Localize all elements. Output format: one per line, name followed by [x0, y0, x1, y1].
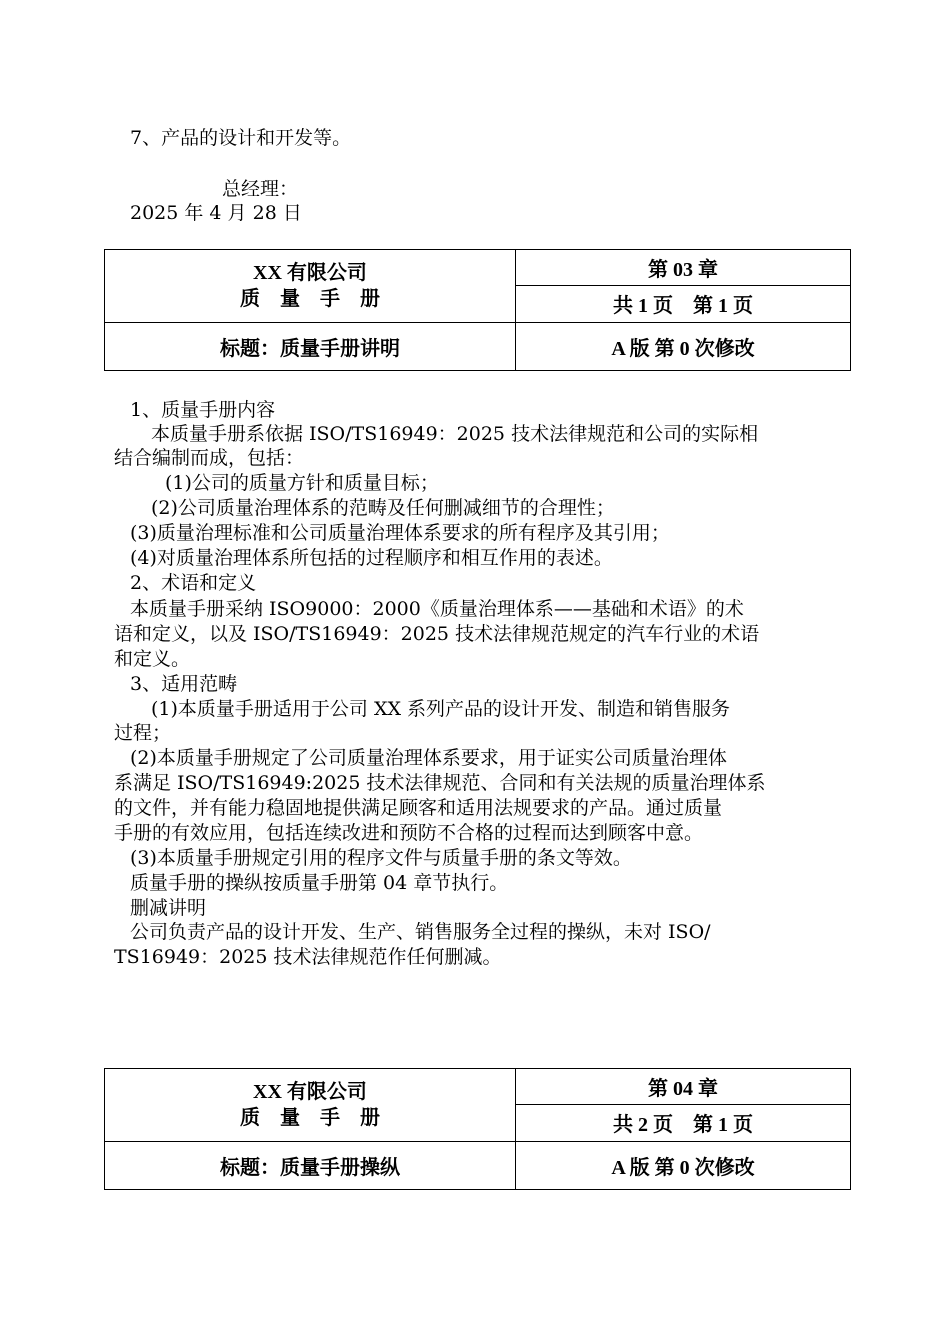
list-item-product-design: 7、产品的设计和开发等。 [130, 127, 352, 149]
section-heading: 1、质量手册内容 [130, 399, 276, 421]
list-item: (3)质量治理标准和公司质量治理体系要求的所有程序及其引用； [130, 522, 670, 544]
signature-date: 2025 年 4 月 28 日 [130, 202, 302, 224]
paragraph-line: 系满足 ISO/TS16949:2025 技术法律规范、合同和有关法规的质量治理体系 [114, 772, 766, 794]
chapter-number: 第 04 章 [516, 1069, 851, 1105]
section-heading: 3、适用范畴 [130, 673, 238, 695]
section-title: 标题：质量手册讲明 [105, 322, 516, 370]
company-cell [105, 1069, 516, 1142]
paragraph-line: 手册的有效应用，包括连续改进和预防不合格的过程而达到顾客中意。 [114, 822, 704, 844]
manual-name: 质 量 手 册 [240, 1106, 380, 1129]
page-count: 共 1 页 第 1 页 [516, 286, 851, 322]
page-count: 共 2 页 第 1 页 [516, 1105, 851, 1141]
list-item: (1)公司的质量方针和质量目标； [165, 472, 439, 494]
paragraph-line: 的文件，并有能力稳固地提供满足顾客和适用法规要求的产品。通过质量 [114, 797, 723, 819]
section-title: 标题：质量手册操纵 [105, 1141, 516, 1189]
version-info: A 版 第 0 次修改 [516, 1141, 851, 1189]
paragraph-line: 和定义。 [114, 648, 191, 670]
paragraph-line: 本质量手册系依据 ISO/TS16949：2025 技术法律规范和公司的实际相 [151, 423, 759, 445]
paragraph-line: 本质量手册采纳 ISO9000：2000《质量治理体系——基础和术语》的术 [130, 598, 744, 620]
list-item: (2)公司质量治理体系的范畴及任何删减细节的合理性； [151, 497, 615, 519]
section-heading: 2、术语和定义 [130, 572, 257, 594]
company-name: XX 有限公司 [253, 261, 367, 284]
paragraph-line: 过程； [114, 722, 172, 744]
section-heading: 删减讲明 [130, 897, 207, 919]
list-item: (4)对质量治理体系所包括的过程顺序和相互作用的表述。 [130, 547, 613, 569]
paragraph-line: 结合编制而成，包括： [114, 447, 305, 469]
manual-name: 质 量 手 册 [240, 287, 380, 310]
paragraph-line: 语和定义，以及 ISO/TS16949：2025 技术法律规范规定的汽车行业的术语 [114, 623, 760, 645]
chapter-header-table-03 [104, 249, 851, 371]
paragraph-line: TS16949：2025 技术法律规范作任何删减。 [114, 946, 502, 968]
chapter-number: 第 03 章 [516, 250, 851, 286]
company-cell [105, 250, 516, 323]
list-item: (2)本质量手册规定了公司质量治理体系要求，用于证实公司质量治理体 [130, 747, 727, 769]
paragraph-line: 质量手册的操纵按质量手册第 04 章节执行。 [130, 872, 509, 894]
list-item: (3)本质量手册规定引用的程序文件与质量手册的条文等效。 [130, 847, 632, 869]
chapter-header-table-04 [104, 1068, 851, 1190]
paragraph-line: 公司负责产品的设计开发、生产、销售服务全过程的操纵，未对 ISO/ [130, 921, 711, 943]
list-item: (1)本质量手册适用于公司 XX 系列产品的设计开发、制造和销售服务 [151, 698, 731, 720]
company-name: XX 有限公司 [253, 1080, 367, 1103]
general-manager-label: 总经理： [222, 178, 299, 200]
version-info: A 版 第 0 次修改 [516, 322, 851, 370]
